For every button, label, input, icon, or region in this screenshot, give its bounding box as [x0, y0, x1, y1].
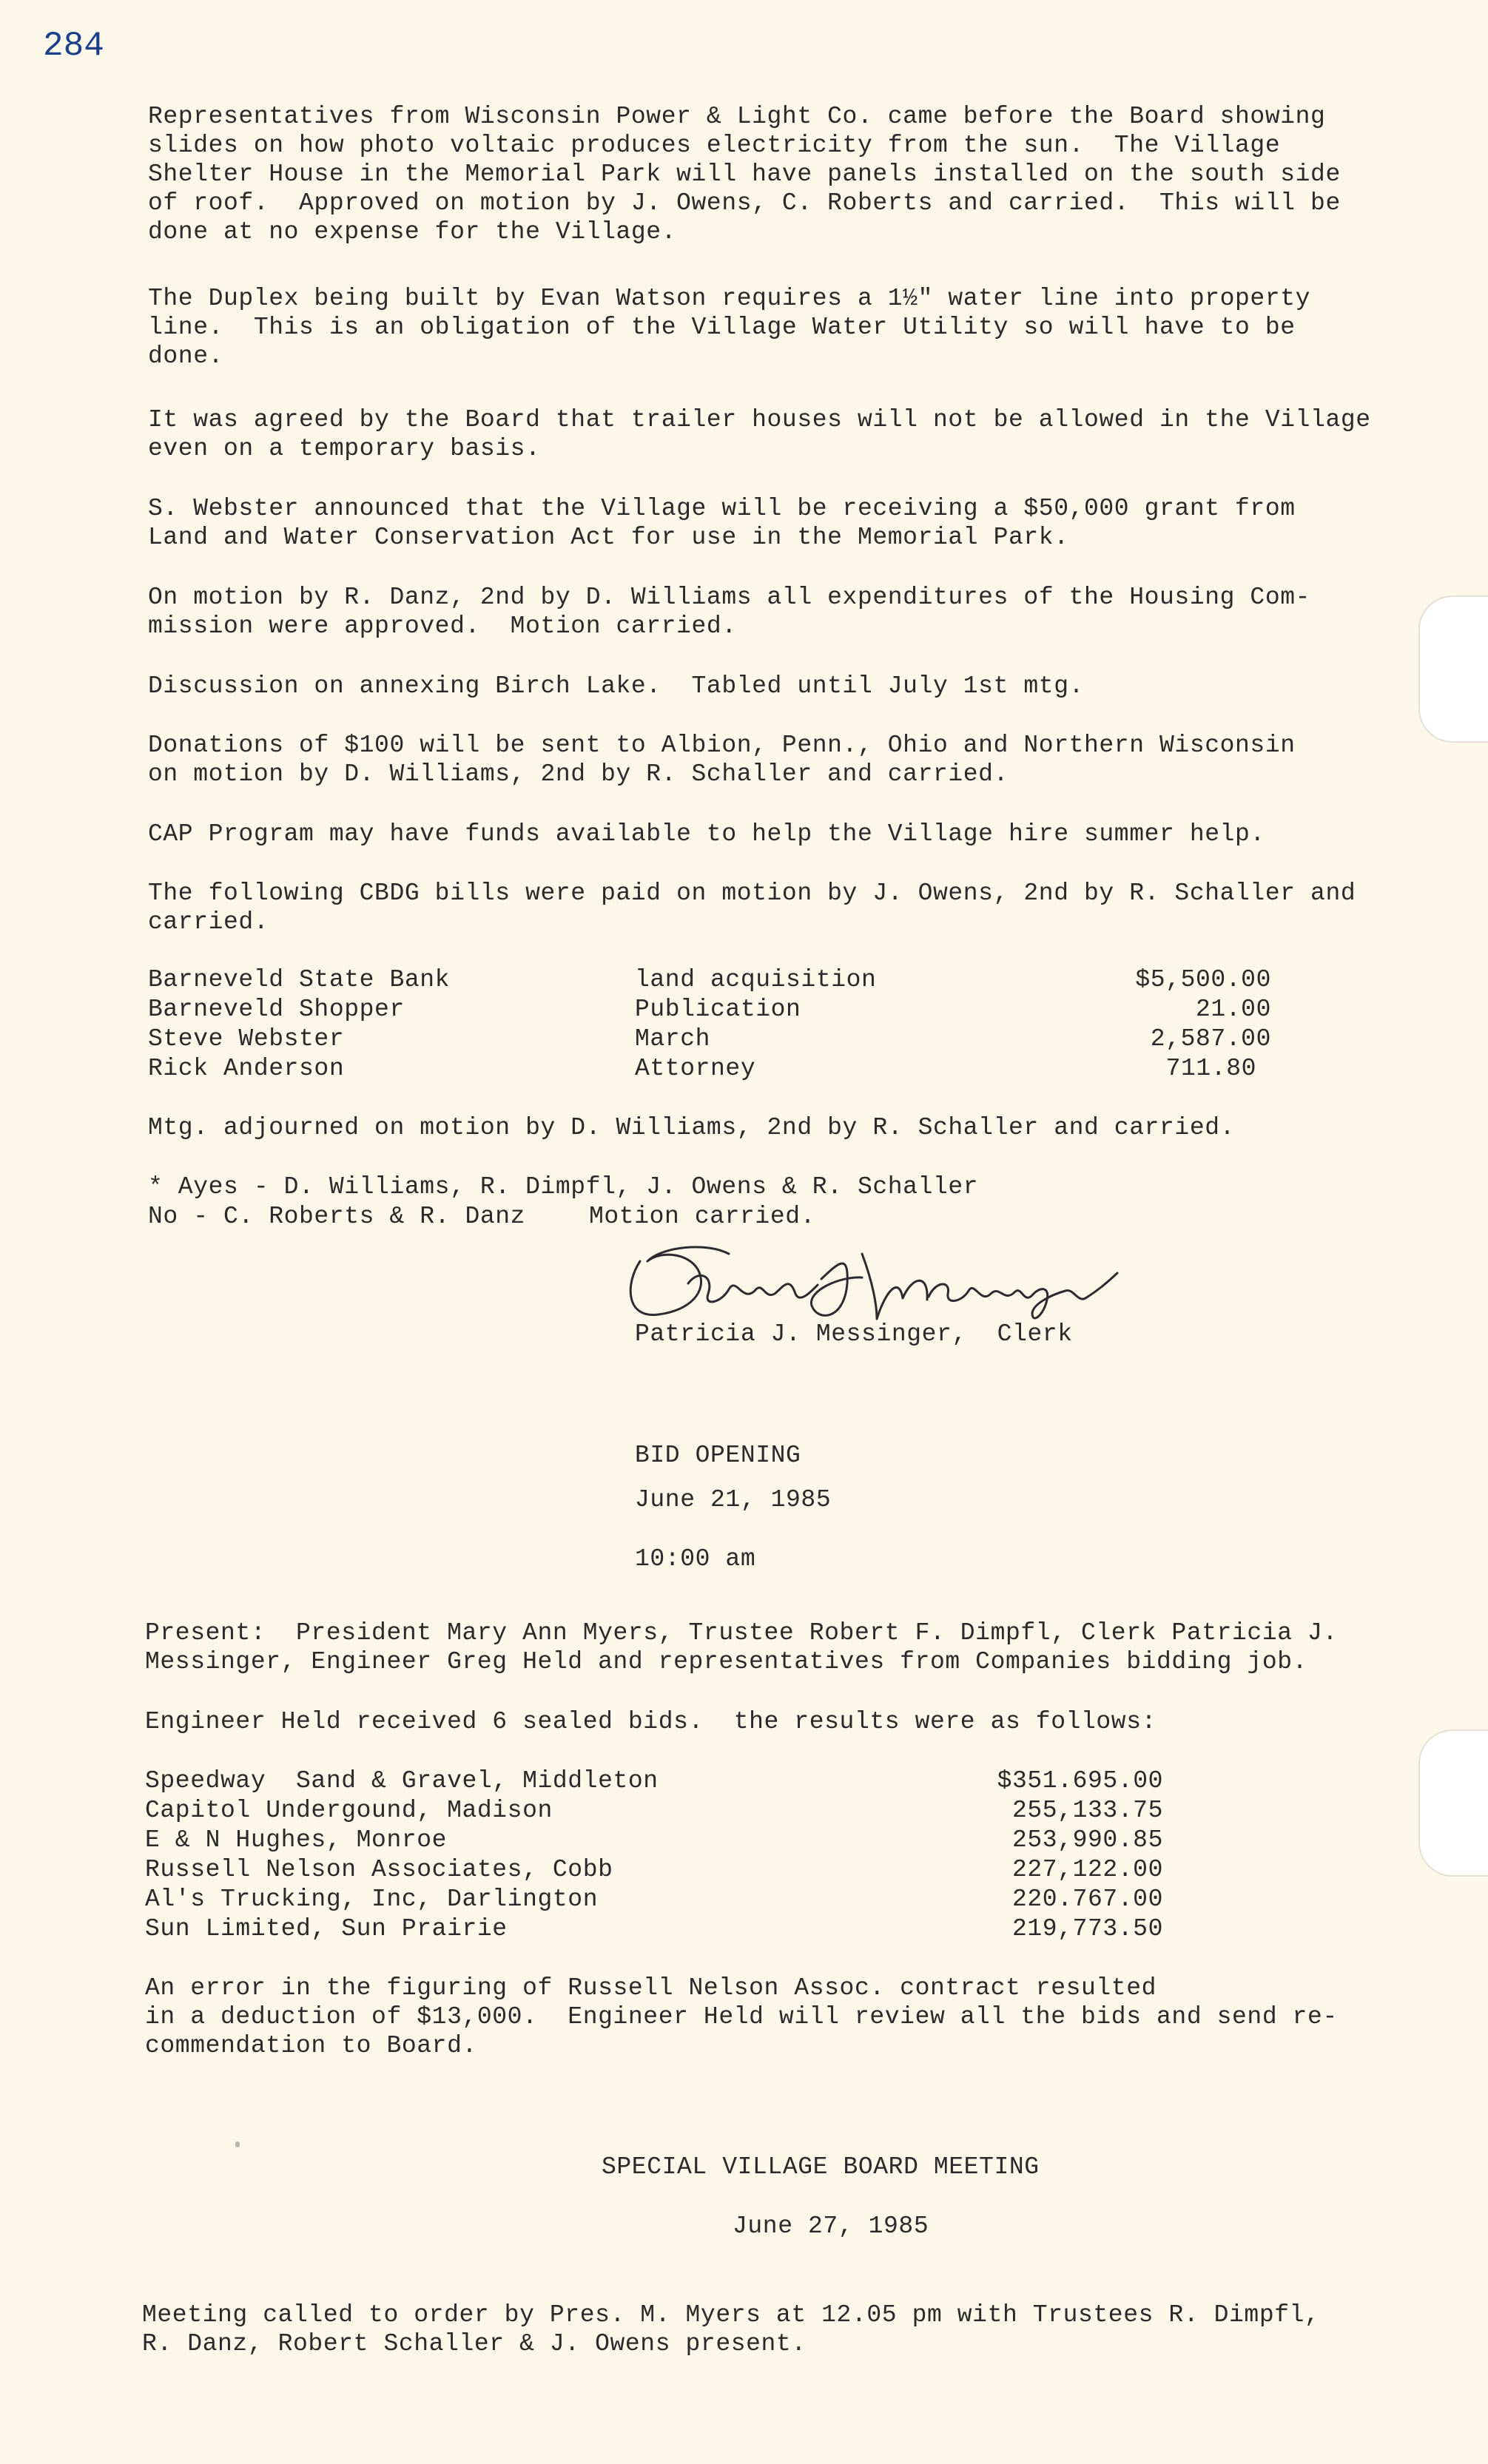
paragraph-cap-program: CAP Program may have funds available to help the Village hire summer help.: [148, 820, 1265, 848]
bill-amount: 2,587.00: [1150, 1025, 1271, 1053]
bill-amount: $5,500.00: [1135, 966, 1271, 993]
bid-company: Speedway Sand & Gravel, Middleton: [145, 1767, 659, 1795]
bid-opening-time: 10:00 am: [635, 1545, 756, 1573]
bill-amount: 711.80: [1165, 1055, 1256, 1082]
clerk-signature-name: Patricia J. Messinger, Clerk: [635, 1320, 1073, 1348]
page-number: 284: [43, 27, 104, 65]
paragraph-housing-commission: On motion by R. Danz, 2nd by D. Williams all expenditures of the Housing Com- mission were approved. Motion carried.: [148, 584, 1311, 640]
signature: [618, 1232, 1136, 1331]
bill-purpose: Publication: [635, 996, 801, 1023]
paragraph-duplex-water-line: The Duplex being built by Evan Watson requires a 1½" water line into property line. This is an obligation of the Village Water Utility so will have to be done.: [148, 285, 1311, 370]
bid-amount: $351.695.00: [997, 1767, 1163, 1795]
paragraph-grant: S. Webster announced that the Village will be receiving a $50,000 grant from Land and Water Conservation Act for use in the Memorial Park.: [148, 495, 1296, 551]
bill-payee: Rick Anderson: [148, 1055, 345, 1082]
paragraph-bids-intro: Engineer Held received 6 sealed bids. the results were as follows:: [145, 1708, 1157, 1735]
bill-payee: Steve Webster: [148, 1025, 345, 1053]
bill-payee: Barneveld State Bank: [148, 966, 451, 993]
paragraph-cbdg-bills: The following CBDG bills were paid on motion by J. Owens, 2nd by R. Schaller and carried.: [148, 880, 1356, 936]
paper-speck: [235, 2141, 240, 2147]
bid-amount: 255,133.75: [1011, 1797, 1163, 1824]
paragraph-adjourned: Mtg. adjourned on motion by D. Williams, 2nd by R. Schaller and carried.: [148, 1114, 1236, 1141]
bill-purpose: land acquisition: [635, 966, 877, 993]
bill-amount: 21.00: [1195, 996, 1271, 1023]
vote-no: No - C. Roberts & R. Danz: [148, 1203, 526, 1230]
paragraph-donations: Donations of $100 will be sent to Albion, Penn., Ohio and Northern Wisconsin on motion by D. Williams, 2nd by R. Schaller and carried.: [148, 732, 1296, 788]
page-tab-flap: [1418, 595, 1488, 743]
bid-amount: 220.767.00: [1011, 1886, 1163, 1913]
bid-amount: 253,990.85: [1011, 1826, 1163, 1854]
bid-opening-title: BID OPENING: [635, 1442, 801, 1469]
vote-ayes: * Ayes - D. Williams, R. Dimpfl, J. Owens & R. Schaller: [148, 1173, 979, 1201]
paragraph-birch-lake: Discussion on annexing Birch Lake. Tabled until July 1st mtg.: [148, 672, 1084, 700]
bid-company: Al's Trucking, Inc, Darlington: [145, 1886, 599, 1913]
bid-company: Russell Nelson Associates, Cobb: [145, 1856, 613, 1883]
bill-payee: Barneveld Shopper: [148, 996, 405, 1023]
vote-result: Motion carried.: [589, 1203, 816, 1230]
bid-amount: 219,773.50: [1011, 1915, 1163, 1942]
bill-purpose: March: [635, 1025, 711, 1053]
page-tab-flap: [1418, 1729, 1488, 1877]
bid-company: E & N Hughes, Monroe: [145, 1826, 448, 1854]
special-meeting-date: June 27, 1985: [733, 2212, 929, 2240]
bid-amount: 227,122.00: [1011, 1856, 1163, 1883]
bid-company: Capitol Undergound, Madison: [145, 1797, 553, 1824]
paragraph-meeting-called: Meeting called to order by Pres. M. Myers at 12.05 pm with Trustees R. Dimpfl, R. Danz, Robert Schaller & J. Owens present.: [142, 2301, 1320, 2357]
paragraph-present: Present: President Mary Ann Myers, Trustee Robert F. Dimpfl, Clerk Patricia J. Messinger, Engineer Greg Held and representatives from Companies bidding job.: [145, 1619, 1338, 1675]
paragraph-error-note: An error in the figuring of Russell Nelson Assoc. contract resulted in a deduction of $13,000. Engineer Held will review all the bids and send re- commendation to Board.: [145, 1974, 1338, 2059]
bid-company: Sun Limited, Sun Prairie: [145, 1915, 508, 1942]
paragraph-trailer-houses: It was agreed by the Board that trailer houses will not be allowed in the Village even on a temporary basis.: [148, 406, 1371, 462]
bid-opening-date: June 21, 1985: [635, 1486, 832, 1513]
bill-purpose: Attorney: [635, 1055, 756, 1082]
special-meeting-title: SPECIAL VILLAGE BOARD MEETING: [602, 2153, 1040, 2181]
paragraph-wisconsin-power: Representatives from Wisconsin Power & Light Co. came before the Board showing slides on how photo voltaic produces electricity from the sun. The Village Shelter House in the Memorial Park will have panels installed on the south side of roof. Approved on motion by J. Owens, C. Roberts and carried. This will be done at no expense for the Village.: [148, 103, 1341, 246]
